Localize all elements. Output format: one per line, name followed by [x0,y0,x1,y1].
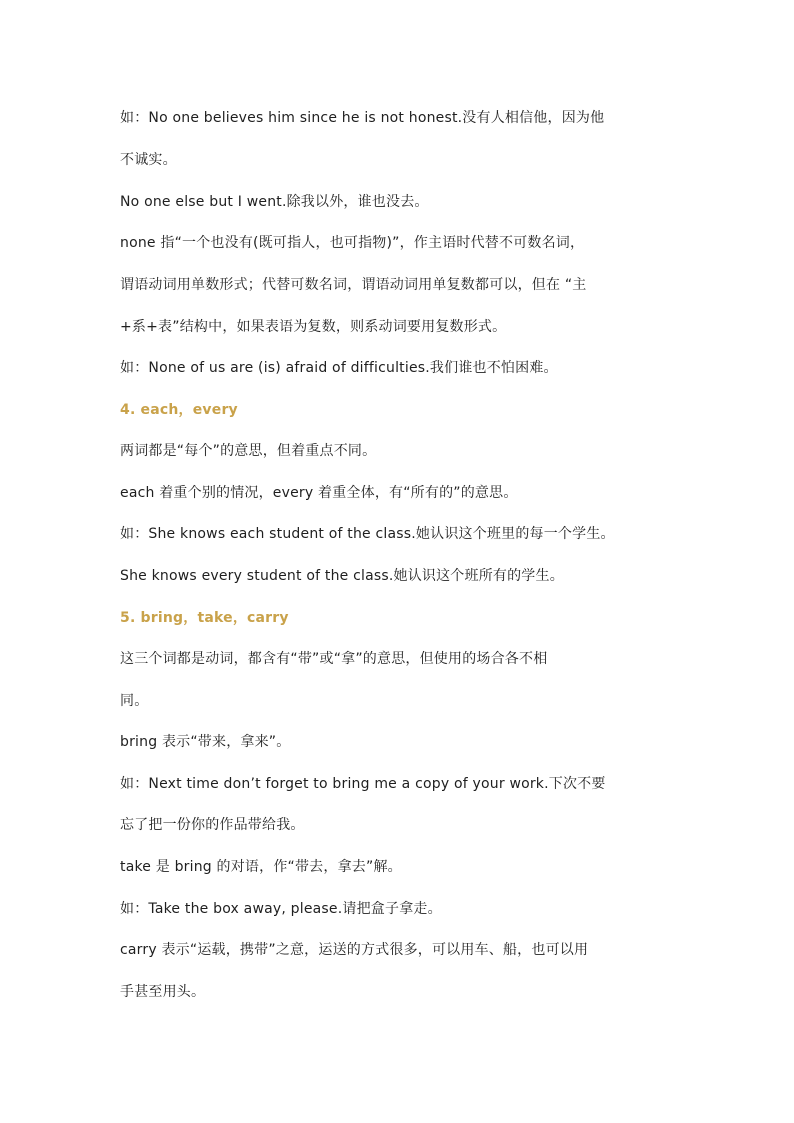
text-line: 如：None of us are (is) afraid of difficulties.我们谁也不怕困难。 [120,360,558,376]
text-line: carry 表示“运载，携带”之意，运送的方式很多，可以用车、船，也可以用 [120,942,589,958]
text-line: each 着重个别的情况，every 着重全体，有“所有的”的意思。 [120,485,518,501]
text-line: She knows every student of the class.她认识这个班所有的学生。 [120,568,564,584]
text-line: 这三个词都是动词，都含有“带”或“拿”的意思，但使用的场合各不相 [120,651,548,667]
text-line: 如：She knows each student of the class.她认识这个班里的每一个学生。 [120,526,615,542]
section-heading: 5. bring，take，carry [120,610,289,626]
text-line: 忘了把一份你的作品带给我。 [120,817,305,833]
text-line: 手甚至用头。 [120,984,206,1000]
text-line: No one else but I went.除我以外，谁也没去。 [120,194,429,210]
text-line: 不诚实。 [120,152,177,168]
text-line: 如：Next time don’t forget to bring me a copy of your work.下次不要 [120,776,606,792]
text-line: +系+表”结构中，如果表语为复数，则系动词要用复数形式。 [120,319,507,335]
text-line: 同。 [120,693,149,709]
text-line: bring 表示“带来，拿来”。 [120,734,291,750]
text-line: 如：Take the box away, please.请把盒子拿走。 [120,901,442,917]
text-line: take 是 bring 的对语，作“带去，拿去”解。 [120,859,402,875]
text-line: none 指“一个也没有(既可指人，也可指物)”，作主语时代替不可数名词， [120,235,585,251]
text-line: 谓语动词用单数形式；代替可数名词，谓语动词用单复数都可以，但在 “主 [120,277,587,293]
text-line: 两词都是“每个”的意思，但着重点不同。 [120,443,377,459]
text-line: 如：No one believes him since he is not honest.没有人相信他，因为他 [120,110,605,126]
section-heading: 4. each，every [120,402,238,418]
